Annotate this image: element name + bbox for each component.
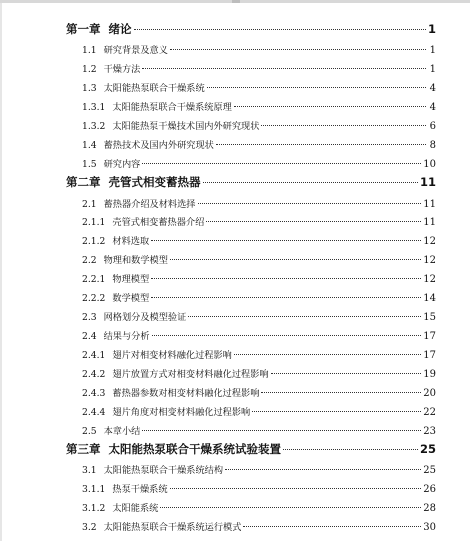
- toc-title: 太阳能热泵干燥技术国内外研究现状: [112, 121, 260, 132]
- toc-title: 翅片对相变材料融化过程影响: [112, 350, 232, 361]
- toc-number: 1.3.1: [82, 102, 106, 113]
- toc-entry[interactable]: [0, 500, 470, 514]
- toc-leader-dots: [151, 297, 421, 298]
- toc-number: 1.1: [82, 45, 97, 56]
- toc-label: [82, 80, 205, 94]
- toc-page-number: 4: [429, 102, 436, 113]
- toc-entry[interactable]: [0, 385, 470, 399]
- toc-entry[interactable]: [0, 233, 470, 247]
- toc-leader-dots: [234, 354, 421, 355]
- toc-entry[interactable]: [0, 290, 470, 304]
- toc-label: [82, 385, 259, 399]
- toc-leader-dots: [151, 240, 421, 241]
- toc-number: 第一章: [66, 22, 101, 36]
- toc-entry[interactable]: [0, 252, 470, 266]
- toc-entry[interactable]: [0, 328, 470, 342]
- toc-title: 本章小结: [103, 426, 141, 437]
- toc-title: 太阳能热泵联合干燥系统结构: [103, 465, 224, 476]
- toc-page-number: 4: [429, 83, 436, 94]
- toc-title: 太阳能热泵联合干燥系统: [103, 83, 205, 94]
- toc-leader-dots: [243, 526, 421, 527]
- toc-number: 第二章: [66, 175, 101, 189]
- toc-leader-dots: [261, 392, 421, 393]
- toc-number: 2.2.2: [82, 293, 106, 304]
- toc-entry[interactable]: [0, 118, 470, 132]
- toc-number: 2.1: [82, 199, 97, 210]
- toc-entry[interactable]: [0, 404, 470, 418]
- toc-title: 数学模型: [112, 293, 150, 304]
- toc-page-number: 23: [423, 426, 436, 437]
- toc-number: 2.1.2: [82, 236, 106, 247]
- toc-leader-dots: [234, 106, 426, 107]
- toc-number: 1.4: [82, 140, 97, 151]
- toc-label: [82, 42, 168, 56]
- toc-title: 壳管式相变蓄热器: [108, 175, 201, 189]
- toc-label: [66, 441, 281, 457]
- toc-page-number: 12: [423, 274, 436, 285]
- toc-label: [82, 233, 149, 247]
- toc-number: 2.1.1: [82, 217, 106, 228]
- toc-chapter-1[interactable]: [0, 21, 470, 37]
- toc-page-number: 28: [423, 503, 436, 514]
- toc-leader-dots: [188, 316, 421, 317]
- toc-title: 蓄热器介绍及材料选择: [103, 199, 196, 210]
- toc-leader-dots: [170, 49, 426, 50]
- toc-label: [82, 462, 223, 476]
- toc-title: 翅片放置方式对相变材料融化过程影响: [112, 369, 269, 380]
- toc-title: 蓄热器参数对相变材料融化过程影响: [112, 388, 260, 399]
- toc-leader-dots: [206, 221, 421, 222]
- toc-title: 太阳能热泵联合干燥系统原理: [112, 102, 232, 113]
- toc-page-number: 22: [423, 407, 436, 418]
- toc-label: [82, 423, 140, 437]
- toc-title: 翅片角度对相变材料融化过程影响: [112, 407, 251, 418]
- toc-label: [82, 309, 186, 323]
- toc-page-number: 25: [423, 465, 436, 476]
- toc-label: [82, 328, 150, 342]
- toc-label: [82, 404, 250, 418]
- toc-number: 3.1.2: [82, 503, 106, 514]
- toc-title: 太阳能系统: [112, 503, 159, 514]
- toc-number: 1.5: [82, 159, 97, 170]
- toc-page-number: 12: [423, 255, 436, 266]
- toc-chapter-3[interactable]: [0, 441, 470, 457]
- toc-label: [66, 174, 201, 190]
- toc-number: 2.2.1: [82, 274, 106, 285]
- toc-leader-dots: [142, 68, 426, 69]
- toc-title: 壳管式相变蓄热器介绍: [112, 217, 205, 228]
- toc-label: [82, 500, 158, 514]
- toc-title: 干燥方法: [103, 64, 141, 75]
- toc-title: 绪论: [108, 22, 132, 36]
- toc-number: 3.1.1: [82, 484, 106, 495]
- toc-entry[interactable]: [0, 366, 470, 380]
- toc-label: [82, 214, 204, 228]
- toc-leader-dots: [170, 259, 421, 260]
- toc-leader-dots: [207, 87, 426, 88]
- toc-label: [66, 21, 132, 37]
- toc-page-number: 11: [423, 199, 436, 210]
- toc-number: 1.2: [82, 64, 97, 75]
- toc-title: 材料选取: [112, 236, 150, 247]
- toc-leader-dots: [151, 278, 421, 279]
- toc-page-number: 1: [429, 45, 436, 56]
- toc-number: 1.3: [82, 83, 97, 94]
- toc-number: 2.4.2: [82, 369, 106, 380]
- toc-number: 1.3.2: [82, 121, 106, 132]
- toc-page-number: 14: [423, 293, 436, 304]
- toc-label: [82, 290, 149, 304]
- toc-leader-dots: [198, 203, 422, 204]
- toc-page-number: 25: [419, 442, 436, 456]
- toc-page-number: 10: [423, 159, 436, 170]
- toc-page-number: 8: [429, 140, 436, 151]
- toc-number: 2.4: [82, 331, 97, 342]
- toc-entry[interactable]: [0, 271, 470, 285]
- toc-page-number: 11: [423, 217, 436, 228]
- toc-leader-dots: [271, 373, 422, 374]
- toc-page-number: 1: [427, 22, 436, 36]
- toc-page-number: 1: [429, 64, 436, 75]
- toc-leader-dots: [152, 335, 422, 336]
- toc-number: 2.4.1: [82, 350, 106, 361]
- toc-entry[interactable]: [0, 309, 470, 323]
- toc-entry[interactable]: [0, 519, 470, 533]
- toc-title: 热泵干燥系统: [112, 484, 168, 495]
- toc-label: [82, 156, 140, 170]
- toc-label: [82, 61, 140, 75]
- toc-entry[interactable]: [0, 42, 470, 56]
- toc-entry[interactable]: [0, 80, 470, 94]
- toc-title: 太阳能热泵联合干燥系统试验装置: [108, 442, 281, 456]
- toc-page-number: 6: [429, 121, 436, 132]
- toc-number: 2.4.4: [82, 407, 106, 418]
- toc-label: [82, 137, 214, 151]
- toc-entry[interactable]: [0, 481, 470, 495]
- toc-page-number: 26: [423, 484, 436, 495]
- toc-page-number: 17: [423, 350, 436, 361]
- toc-label: [82, 252, 168, 266]
- toc-leader-dots: [142, 163, 421, 164]
- toc-label: [82, 366, 269, 380]
- toc-entry[interactable]: [0, 347, 470, 361]
- toc-number: 2.5: [82, 426, 97, 437]
- toc-number: 第三章: [66, 442, 101, 456]
- toc-number: 2.2: [82, 255, 97, 266]
- toc-title: 研究背景及意义: [103, 45, 168, 56]
- toc-leader-dots: [216, 144, 426, 145]
- toc-page-number: 12: [423, 236, 436, 247]
- toc-page-number: 20: [423, 388, 436, 399]
- toc-leader-dots: [203, 182, 418, 183]
- toc-label: [82, 347, 232, 361]
- toc-entry[interactable]: [0, 137, 470, 151]
- toc-entry[interactable]: [0, 423, 470, 437]
- toc-leader-dots: [225, 469, 421, 470]
- toc-leader-dots: [252, 411, 421, 412]
- toc-entry[interactable]: [0, 214, 470, 228]
- toc-leader-dots: [160, 507, 421, 508]
- toc-leader-dots: [283, 449, 418, 450]
- toc-leader-dots: [261, 125, 426, 126]
- toc-entry[interactable]: [0, 61, 470, 75]
- toc-entry[interactable]: [0, 156, 470, 170]
- toc-entry[interactable]: [0, 99, 470, 113]
- toc-number: 3.1: [82, 465, 97, 476]
- toc-title: 物理和数学模型: [103, 255, 168, 266]
- toc-label: [82, 481, 168, 495]
- toc-label: [82, 99, 232, 113]
- toc-page-number: 11: [419, 175, 436, 189]
- toc-label: [82, 519, 241, 533]
- toc-page-number: 15: [423, 312, 436, 323]
- toc-page-number: 19: [423, 369, 436, 380]
- toc-entry[interactable]: [0, 462, 470, 476]
- toc-label: [82, 118, 259, 132]
- toc-title: 网格划分及模型验证: [103, 312, 187, 323]
- toc-title: 太阳能热泵联合干燥系统运行模式: [103, 522, 242, 533]
- toc-title: 物理模型: [112, 274, 150, 285]
- toc-number: 2.3: [82, 312, 97, 323]
- toc-leader-dots: [142, 430, 421, 431]
- toc-leader-dots: [170, 488, 422, 489]
- toc-leader-dots: [134, 29, 426, 30]
- toc-label: [82, 271, 149, 285]
- toc-entry[interactable]: [0, 196, 470, 210]
- toc-label: [82, 196, 196, 210]
- toc-number: 3.2: [82, 522, 97, 533]
- toc-number: 2.4.3: [82, 388, 106, 399]
- toc-page-number: 17: [423, 331, 436, 342]
- toc-title: 蓄热技术及国内外研究现状: [103, 140, 214, 151]
- toc-title: 研究内容: [103, 159, 141, 170]
- toc-page-number: 30: [423, 522, 436, 533]
- toc-chapter-2[interactable]: [0, 174, 470, 190]
- toc-title: 结果与分析: [103, 331, 150, 342]
